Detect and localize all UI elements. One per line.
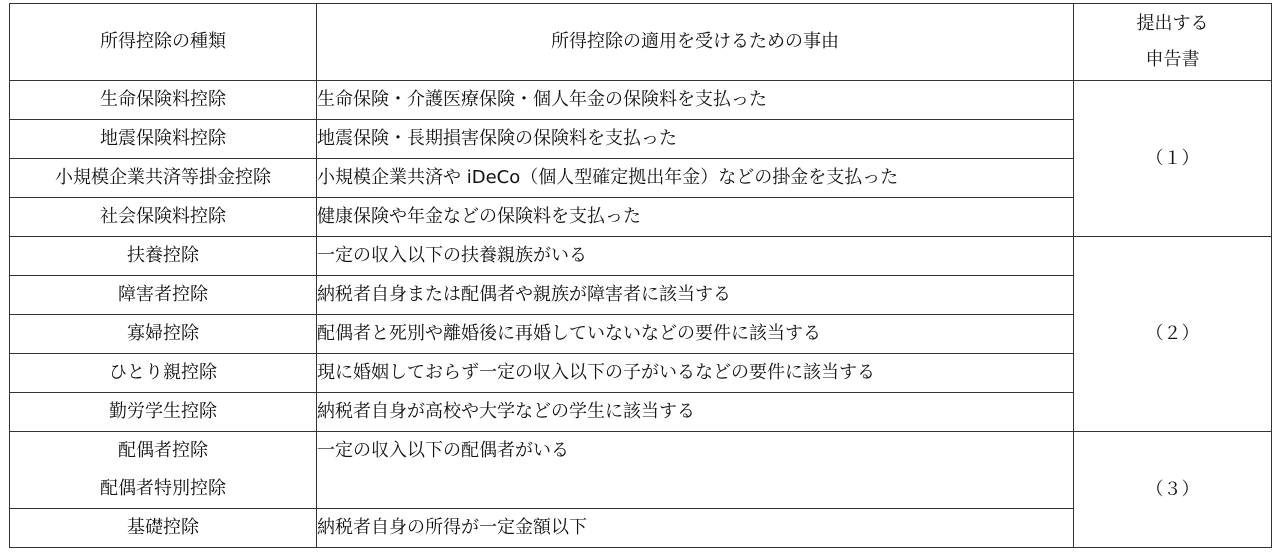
- deduction-name: 扶養控除: [10, 237, 317, 276]
- deduction-reason: 小規模企業共済や iDeCo（個人型確定拠出年金）などの掛金を支払った: [317, 159, 1074, 198]
- deduction-reason: 健康保険や年金などの保険料を支払った: [317, 198, 1074, 237]
- header-deduction-type: 所得控除の種類: [10, 4, 317, 81]
- deduction-name: 勤労学生控除: [10, 393, 317, 432]
- deduction-reason: 一定の収入以下の配偶者がいる: [317, 432, 1074, 509]
- table-header-row: [10, 4, 1272, 81]
- form-group-2: （２）: [1074, 237, 1272, 432]
- deduction-reason: 一定の収入以下の扶養親族がいる: [317, 237, 1074, 276]
- deduction-name-secondary: 配偶者特別控除: [100, 478, 226, 499]
- deduction-name: 寡婦控除: [10, 315, 317, 354]
- table-row: [10, 81, 1272, 120]
- header-form: [1074, 4, 1272, 81]
- deduction-name: 生命保険料控除: [10, 81, 317, 120]
- deduction-name: 小規模企業共済等掛金控除: [10, 159, 317, 198]
- deduction-reason: 納税者自身の所得が一定金額以下: [317, 509, 1074, 548]
- header-form-line1: 提出する: [1136, 13, 1209, 34]
- deduction-name: ひとり親控除: [10, 354, 317, 393]
- header-reason: 所得控除の適用を受けるための事由: [317, 4, 1074, 81]
- header-form-line2: 申告書: [1145, 49, 1200, 70]
- deduction-reason: 納税者自身または配偶者や親族が障害者に該当する: [317, 276, 1074, 315]
- deduction-name-pair: [10, 432, 317, 509]
- deduction-name: 地震保険料控除: [10, 120, 317, 159]
- income-deduction-table: [9, 3, 1272, 548]
- deduction-reason: 配偶者と死別や離婚後に再婚していないなどの要件に該当する: [317, 315, 1074, 354]
- deduction-reason: 納税者自身が高校や大学などの学生に該当する: [317, 393, 1074, 432]
- table-row: [10, 237, 1272, 276]
- deduction-name: 障害者控除: [10, 276, 317, 315]
- deduction-reason: 現に婚姻しておらず一定の収入以下の子がいるなどの要件に該当する: [317, 354, 1074, 393]
- deduction-reason: 生命保険・介護医療保険・個人年金の保険料を支払った: [317, 81, 1074, 120]
- deduction-name: 基礎控除: [10, 509, 317, 548]
- table-row: [10, 432, 1272, 509]
- deduction-name: 配偶者控除: [118, 440, 208, 461]
- form-group-3: （３）: [1074, 432, 1272, 548]
- deduction-name: 社会保険料控除: [10, 198, 317, 237]
- form-group-1: （１）: [1074, 81, 1272, 237]
- deduction-reason: 地震保険・長期損害保険の保険料を支払った: [317, 120, 1074, 159]
